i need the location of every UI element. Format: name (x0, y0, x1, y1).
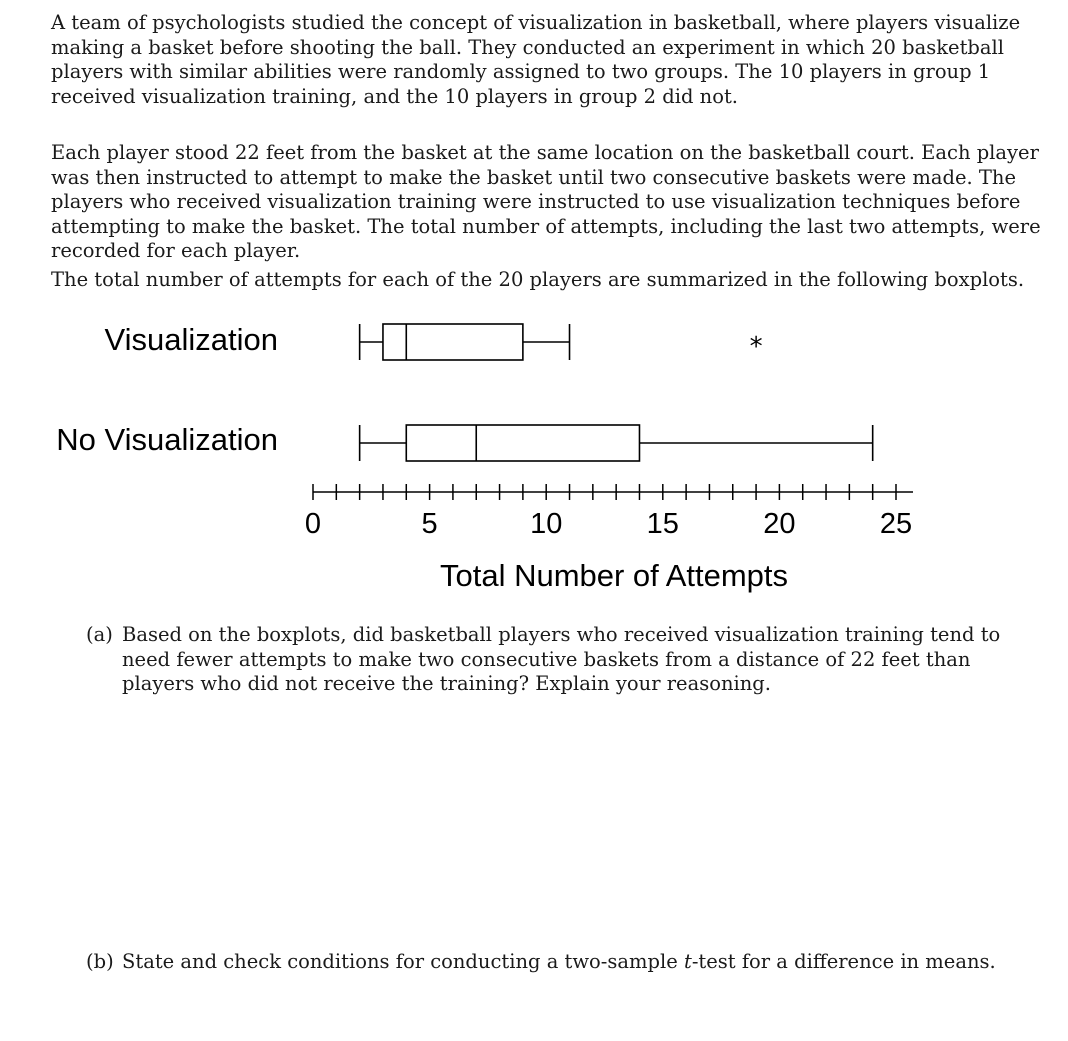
series-label-visualization: Visualization (104, 322, 278, 357)
x-tick-label: 25 (879, 508, 913, 540)
question-b-t-italic: t (683, 950, 692, 973)
x-tick-label: 20 (763, 508, 796, 540)
intro-paragraph-1: A team of psychologists studied the concept of visualization in basketball, where players visualize making a basket before shooting the ball. They conducted an experiment in which 20 basketball players with similar abilities were randomly assigned to two groups. The 10 players in group 1 received visualization training, and the 10 players in group 2 did not. (51, 11, 1021, 108)
question-b (86, 950, 1036, 975)
x-tick-label: 15 (646, 508, 679, 540)
question-a-text: Based on the boxplots, did basketball players who received visualization training tend to need fewer attempts to make two consecutive baskets from a distance of 22 feet than players who did not receive the training? Explain your reasoning. (122, 623, 1001, 696)
series-label-no-visualization: No Visualization (56, 422, 278, 457)
x-tick-label: 5 (421, 508, 438, 540)
question-b-text-start: State and check conditions for conducting a two-sample (122, 950, 684, 973)
question-b-label: (b) (86, 950, 114, 973)
boxplot-chart (0, 300, 1068, 600)
question-b-text-end: -test for a difference in means. (691, 950, 996, 973)
question-b-text (122, 950, 1036, 975)
no-visualization-box (406, 425, 639, 461)
intro-paragraph-2: Each player stood 22 feet from the basket at the same location on the basketball court. Each player was then instructed to attempt to make the basket until two consecutive baskets were made. The players who received visualization training were instructed to use visualization techniques before attempting to make the basket. The total number of attempts, including the last two attempts, were recorded for each player. (51, 141, 1041, 263)
question-a-label: (a) (86, 623, 113, 646)
visualization-box (383, 324, 523, 360)
x-tick-label: 10 (530, 508, 563, 540)
question-a (86, 623, 1036, 697)
x-tick-label: 0 (304, 508, 322, 540)
visualization-outlier-marker: * (749, 332, 763, 362)
intro-paragraph-3: The total number of attempts for each of the 20 players are summarized in the following boxplots. (51, 268, 1025, 291)
x-axis-label: Total Number of Attempts (439, 558, 789, 593)
